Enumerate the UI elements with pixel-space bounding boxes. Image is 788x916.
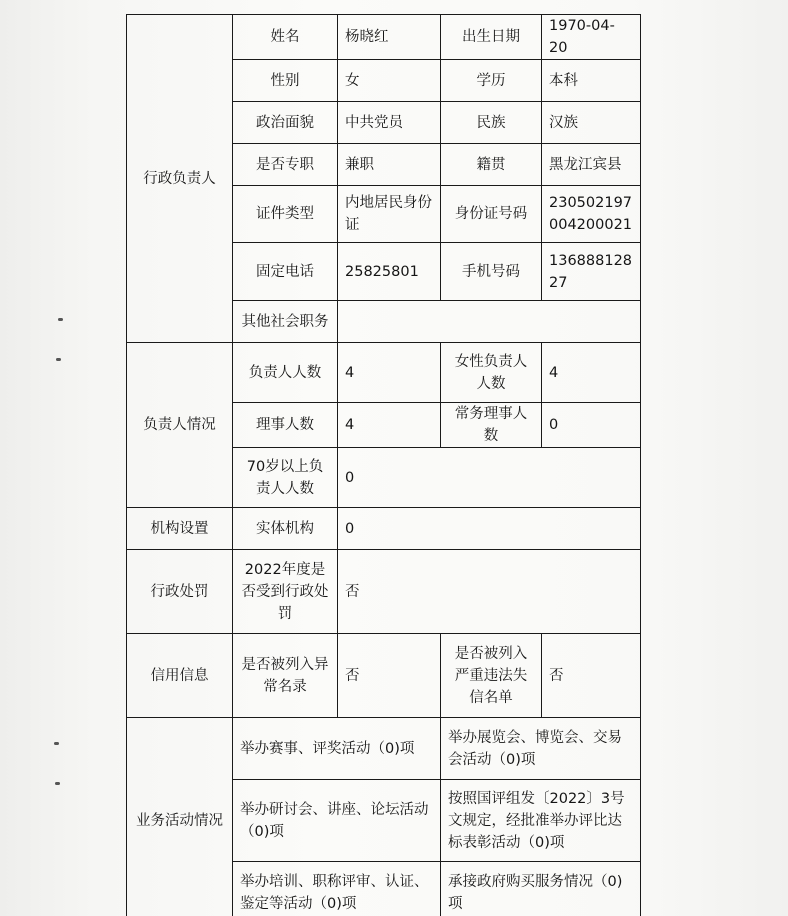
section-label-penalty: 行政处罚 <box>127 550 233 634</box>
female-leader-count-value: 4 <box>542 343 641 403</box>
leader-count-label: 负责人人数 <box>233 343 338 403</box>
penalty-answer: 否 <box>338 550 641 634</box>
section-label-org: 机构设置 <box>127 508 233 550</box>
other-roles-label: 其他社会职务 <box>233 301 338 343</box>
table-row <box>127 343 641 403</box>
entity-label: 实体机构 <box>233 508 338 550</box>
gender-label: 性别 <box>233 60 338 102</box>
table-row <box>127 634 641 718</box>
entity-value: 0 <box>338 508 641 550</box>
education-value: 本科 <box>542 60 641 102</box>
director-count-label: 理事人数 <box>233 403 338 448</box>
abnormal-list-value: 否 <box>338 634 441 718</box>
education-label: 学历 <box>441 60 542 102</box>
name-label: 姓名 <box>233 15 338 60</box>
id-number-label: 身份证号码 <box>441 186 542 243</box>
table-row <box>127 508 641 550</box>
table-row <box>127 550 641 634</box>
phone-label: 固定电话 <box>233 243 338 301</box>
gender-value: 女 <box>338 60 441 102</box>
id-number-value: 230502197004200021 <box>542 186 641 243</box>
activity-seminars: 举办研讨会、讲座、论坛活动（0)项 <box>233 780 441 862</box>
activity-exhibitions: 举办展览会、博览会、交易会活动（0)项 <box>441 718 641 780</box>
political-value: 中共党员 <box>338 102 441 144</box>
penalty-question: 2022年度是否受到行政处罚 <box>233 550 338 634</box>
activity-training: 举办培训、职称评审、认证、鉴定等活动（0)项 <box>233 862 441 916</box>
native-place-label: 籍贯 <box>441 144 542 186</box>
leader-count-value: 4 <box>338 343 441 403</box>
other-roles-value <box>338 301 641 343</box>
standing-director-count-value: 0 <box>542 403 641 448</box>
over70-count-label: 70岁以上负责人人数 <box>233 448 338 508</box>
birth-value: 1970-04-20 <box>542 15 641 60</box>
standing-director-count-label: 常务理事人数 <box>441 403 542 448</box>
section-label-admin-head: 行政负责人 <box>127 15 233 343</box>
phone-value: 25825801 <box>338 243 441 301</box>
scan-speck <box>56 358 61 361</box>
dishonest-list-label: 是否被列入严重违法失信名单 <box>441 634 542 718</box>
annual-report-table <box>126 14 641 916</box>
director-count-value: 4 <box>338 403 441 448</box>
activity-contests: 举办赛事、评奖活动（0)项 <box>233 718 441 780</box>
section-label-activities: 业务活动情况 <box>127 718 233 916</box>
name-value: 杨晓红 <box>338 15 441 60</box>
birth-label: 出生日期 <box>441 15 542 60</box>
table-row <box>127 15 641 60</box>
id-type-value: 内地居民身份证 <box>338 186 441 243</box>
ethnicity-value: 汉族 <box>542 102 641 144</box>
native-place-value: 黑龙江宾县 <box>542 144 641 186</box>
mobile-label: 手机号码 <box>441 243 542 301</box>
dishonest-list-value: 否 <box>542 634 641 718</box>
activity-awards: 按照国评组发〔2022〕3号文规定，经批准举办评比达标表彰活动（0)项 <box>441 780 641 862</box>
activity-procurement: 承接政府购买服务情况（0)项 <box>441 862 641 916</box>
mobile-value: 13688812827 <box>542 243 641 301</box>
fulltime-label: 是否专职 <box>233 144 338 186</box>
section-label-credit: 信用信息 <box>127 634 233 718</box>
table-row <box>127 718 641 780</box>
id-type-label: 证件类型 <box>233 186 338 243</box>
section-label-leaders: 负责人情况 <box>127 343 233 508</box>
fulltime-value: 兼职 <box>338 144 441 186</box>
ethnicity-label: 民族 <box>441 102 542 144</box>
abnormal-list-label: 是否被列入异常名录 <box>233 634 338 718</box>
over70-count-value: 0 <box>338 448 641 508</box>
scan-speck <box>58 318 63 321</box>
political-label: 政治面貌 <box>233 102 338 144</box>
scan-speck <box>54 742 59 745</box>
scan-speck <box>55 782 60 785</box>
female-leader-count-label: 女性负责人人数 <box>441 343 542 403</box>
